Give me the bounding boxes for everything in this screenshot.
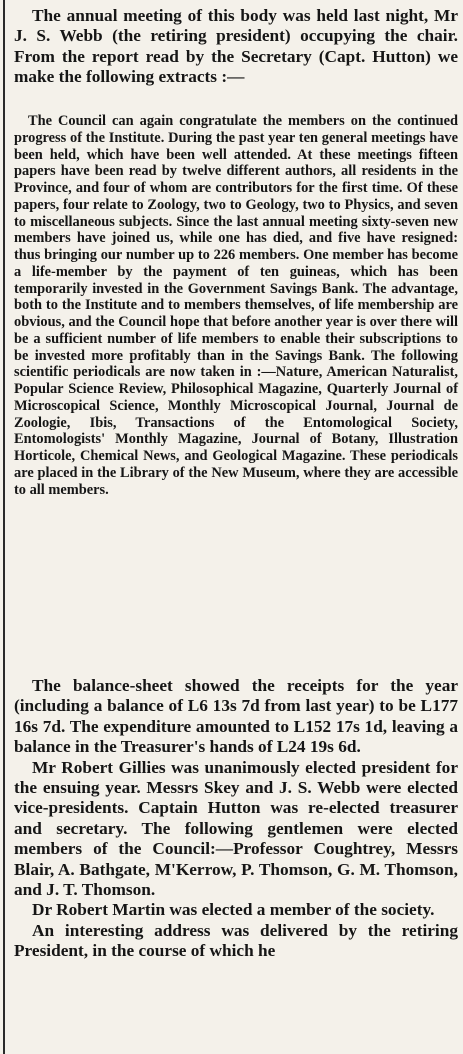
address-paragraph: An interesting address was delivered by the retiring President, in the course of which he (14, 920, 458, 961)
new-member-paragraph: Dr Robert Martin was elected a member of the society. (32, 900, 435, 920)
article-body-block (14, 676, 458, 962)
report-extract-block (14, 113, 458, 498)
intro-paragraph: The annual meeting of this body was held last night, Mr J. S. Webb (the retiring president) occupying the chair. From the report read by the Secretary (Capt. Hutton) we make the following extracts :— (14, 6, 458, 87)
report-extract-paragraph: The Council can again congratulate the members on the continued progress of the Institute. During the past year ten general meetings have been held, which have been well attended. At these meetings fifteen papers have been read by twelve different authors, all residents in the Province, and four of whom are contributors for the first time. Of these papers, four relate to Zoology, two to Geology, two to Physics, and seven to miscellaneous subjects. Since the last annual meeting sixty-seven new members have joined us, while one has died, and five have resigned: thus bringing our number up to 226 members. One member has become a life-member by the payment of ten guineas, which has been temporarily invested in the Government Savings Bank. The advantage, both to the Institute and to members themselves, of life membership are obvious, and the Council hope that before another year is over there will be a sufficient number of life members to enable their subscriptions to be invested more profitably than in the Savings Bank. The following scientific periodicals are now taken in :—Nature, American Naturalist, Popular Science Review, Philosophical Magazine, Quarterly Journal of Microscopical Science, Monthly Microscopical Journal, Journal de Zoologie, Ibis, Transactions of the Entomological Society, Entomologists' Monthly Magazine, Journal of Botany, Illustration Horticole, Chemical News, and Geological Magazine. These periodicals are placed in the Library of the New Museum, where they are accessible to all members. (14, 113, 458, 498)
article-intro-block (14, 6, 458, 88)
elections-paragraph: Mr Robert Gillies was unanimously elected president for the ensuing year. Messrs Skey and J. S. Webb were elected vice-presidents. Captain Hutton was re-elected treasurer and secretary. The following gentlemen were elected members of the Council:—Professor Coughtrey, Messrs Blair, A. Bathgate, M'Kerrow, P. Thomson, G. M. Thomson, and J. T. Thomson. (14, 757, 458, 900)
balance-sheet-paragraph: The balance-sheet showed the receipts for the year (including a balance of L6 13s 7d from last year) to be L177 16s 7d. The expenditure amounted to L152 17s 1d, leaving a balance in the Treasurer's hands of L24 19s 6d. (14, 676, 458, 757)
column-rule (3, 0, 5, 1054)
